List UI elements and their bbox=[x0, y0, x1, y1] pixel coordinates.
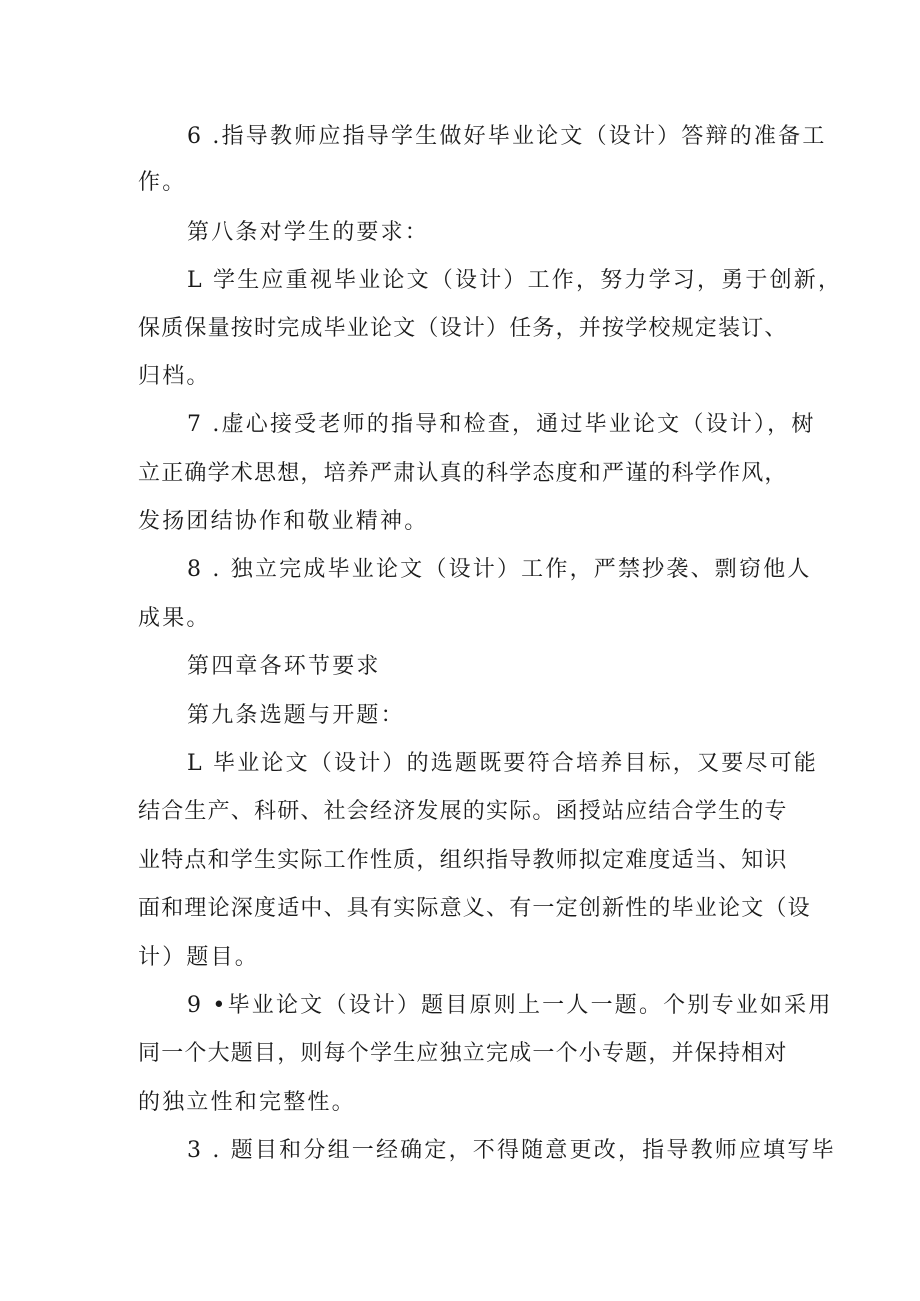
text-line-17: 面和理论深度适中、具有实际意义、有一定创新性的毕业论文（设 bbox=[138, 896, 811, 921]
text-line-22: 3 . 题目和分组一经确定，不得随意更改，指导教师应填写毕 bbox=[187, 1138, 836, 1163]
text-line-19: 9 •毕业论文（设计）题目原则上一人一题。个别专业如采用 bbox=[187, 993, 833, 1018]
text-line-20: 同一个大题目，则每个学生应独立完成一个小专题，并保持相对 bbox=[138, 1041, 788, 1066]
text-line-21: 的独立性和完整性。 bbox=[138, 1090, 356, 1115]
section-heading-article-9: 第九条选题与开题： bbox=[187, 703, 405, 728]
text-line-10: 8 . 独立完成毕业论文（设计）工作，严禁抄袭、剽窃他人 bbox=[187, 557, 812, 582]
chapter-heading-4: 第四章各环节要求 bbox=[187, 654, 381, 679]
text-line-15: 结合生产、科研、社会经济发展的实际。函授站应结合学生的专 bbox=[138, 799, 788, 824]
text-line-6: 归档。 bbox=[138, 364, 211, 389]
text-line-14: L 毕业论文（设计）的选题既要符合培养目标，又要尽可能 bbox=[187, 751, 819, 776]
text-line-1: 6 .指导教师应指导学生做好毕业论文（设计）答辩的准备工 bbox=[187, 124, 827, 149]
section-heading-article-8: 第八条对学生的要求： bbox=[187, 220, 430, 245]
text-line-9: 发扬团结协作和敬业精神。 bbox=[138, 509, 429, 534]
text-line-16: 业特点和学生实际工作性质，组织指导教师拟定难度适当、知识 bbox=[138, 848, 788, 873]
text-line-7: 7 .虚心接受老师的指导和检查，通过毕业论文（设计），树 bbox=[187, 412, 816, 437]
text-line-18: 计）题目。 bbox=[138, 945, 260, 970]
text-line-2: 作。 bbox=[138, 170, 187, 195]
text-line-11: 成果。 bbox=[138, 606, 211, 631]
text-line-8: 立正确学术思想，培养严肃认真的科学态度和严谨的科学作风， bbox=[138, 461, 788, 486]
text-line-5: 保质保量按时完成毕业论文（设计）任务，并按学校规定装订、 bbox=[138, 316, 788, 341]
text-line-4: L 学生应重视毕业论文（设计）工作，努力学习，勇于创新， bbox=[187, 268, 843, 293]
